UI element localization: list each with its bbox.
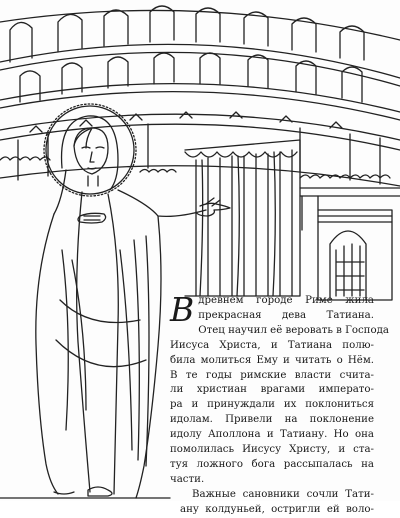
text-line: части. bbox=[170, 473, 205, 485]
paragraph-1 bbox=[170, 290, 389, 488]
colosseum-arches bbox=[0, 6, 400, 186]
curtain-pavilion bbox=[185, 140, 300, 296]
arena-gate bbox=[300, 188, 400, 300]
text-line: идолу Аполлона и Татиану. Но она bbox=[170, 429, 374, 441]
text-line: помолилась Иисусу Христу, и ста- bbox=[170, 444, 374, 456]
text-line: ра и принуждали их поклониться bbox=[170, 399, 374, 411]
text-line: Отец научил её веровать в Господа bbox=[198, 324, 389, 336]
text-line: древнем городе Риме жила bbox=[198, 295, 374, 306]
drop-cap: В bbox=[170, 290, 195, 329]
text-line: идолам. Привели на поклонение bbox=[170, 414, 374, 426]
text-line: Важные сановники сочли Тати- bbox=[192, 488, 374, 500]
paragraph-2 bbox=[170, 488, 374, 518]
story-text bbox=[170, 290, 389, 518]
text-line: В те годы римские власти счита- bbox=[170, 369, 374, 381]
text-line: прекрасная дева Татиана. bbox=[198, 309, 374, 321]
text-line: била молиться Ему и читать о Нём. bbox=[170, 354, 374, 366]
text-line: туя ложного бога рассыпалась на bbox=[170, 458, 374, 470]
text-line: Иисуса Христа, и Татиана полю- bbox=[170, 339, 374, 351]
text-line: ану колдуньей, остригли ей воло- bbox=[180, 503, 374, 515]
text-line: ли христиан врагами императо- bbox=[170, 384, 374, 396]
